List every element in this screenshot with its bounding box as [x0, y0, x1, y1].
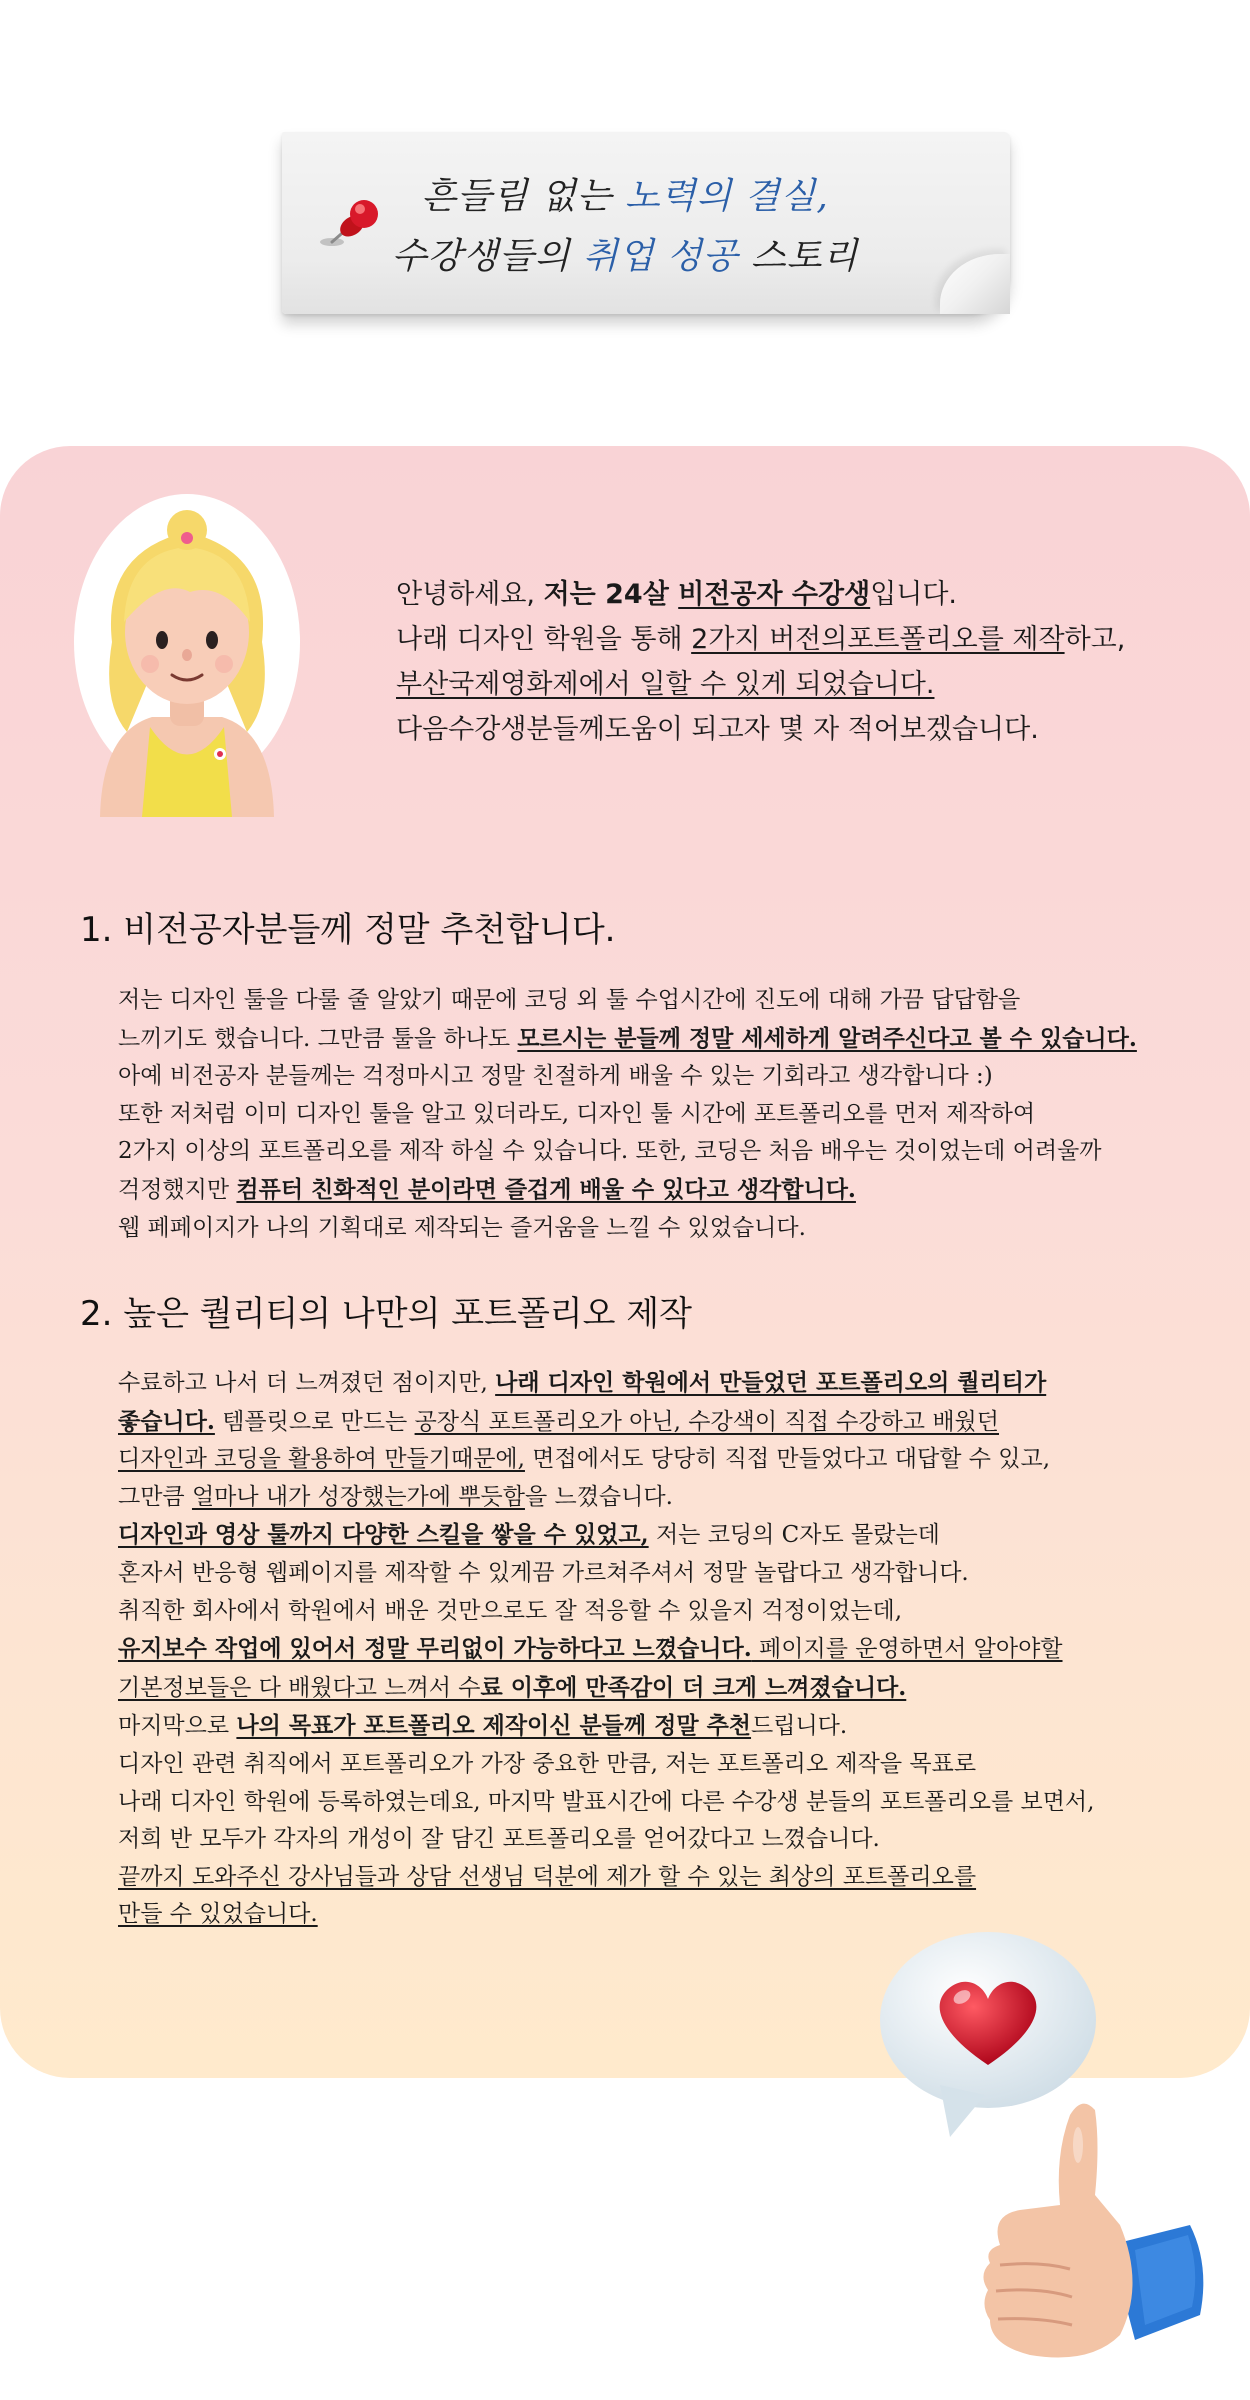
- section-2-body: [118, 1364, 1198, 1934]
- s2-line: 좋습니다. 템플릿으로 만드는 공장식 포트폴리오가 아닌, 수강색이 직접 수강하고 배웠던: [118, 1407, 999, 1435]
- s1-line: 또한 저처럼 이미 디자인 툴을 알고 있더라도, 디자인 툴 시간에 포트폴리오를 먼저 제작하여: [118, 1100, 1036, 1127]
- s1-line: 걱정했지만 컴퓨터 친화적인 분이라면 즐겁게 배울 수 있다고 생각합니다.: [118, 1175, 856, 1203]
- intro-line-3: 부산국제영화제에서 일할 수 있게 되었습니다.: [396, 669, 935, 700]
- s2-line: 유지보수 작업에 있어서 정말 무리없이 가능하다고 느꼈습니다. 페이지를 운영하면서 알아야할: [118, 1635, 1063, 1663]
- intro-text: [396, 572, 1196, 752]
- s2-line: 디자인 관련 취직에서 포트폴리오가 가장 중요한 만큼, 저는 포트폴리오 제작을 목표로: [118, 1750, 977, 1777]
- s1-line: 느끼기도 했습니다. 그만큼 툴을 하나도 모르시는 분들께 정말 세세하게 알려주신다고 볼 수 있습니다.: [118, 1024, 1137, 1052]
- s2-line: 만들 수 있었습니다.: [118, 1901, 318, 1928]
- girl-avatar-icon: [72, 492, 302, 817]
- s1-line: 아예 비전공자 분들께는 걱정마시고 정말 친절하게 배울 수 있는 기회라고 생각합니다 :): [118, 1063, 993, 1090]
- section-1-heading: 1. 비전공자분들께 정말 추천합니다.: [80, 910, 616, 950]
- s2-line: 그만큼 얼마나 내가 성장했는가에 뿌듯함을 느꼈습니다.: [118, 1483, 673, 1510]
- section-1-body: [118, 982, 1198, 1247]
- intro-line-1: 안녕하세요, 저는 24살 비전공자 수강생입니다.: [396, 579, 958, 610]
- s1-line: 2가지 이상의 포트폴리오를 제작 하실 수 있습니다. 또한, 코딩은 처음 배우는 것이었는데 어려울까: [118, 1138, 1102, 1165]
- s2-line: 기본정보들은 다 배웠다고 느껴서 수료 이후에 만족감이 더 크게 느껴졌습니다.: [118, 1673, 907, 1701]
- s2-line: 저희 반 모두가 각자의 개성이 잘 담긴 포트폴리오를 얻어갔다고 느꼈습니다.: [118, 1826, 880, 1853]
- section-2-heading: 2. 높은 퀄리티의 나만의 포트폴리오 제작: [80, 1294, 692, 1334]
- s2-line: 나래 디자인 학원에 등록하였는데요, 마지막 발표시간에 다른 수강생 분들의 포트폴리오를 보면서,: [118, 1788, 1095, 1815]
- s2-line: 취직한 회사에서 학원에서 배운 것만으로도 잘 적응할 수 있을지 걱정이었는데,: [118, 1597, 903, 1624]
- s2-line: 디자인과 코딩을 활용하여 만들기때문에, 면접에서도 당당히 직접 만들었다고 대답할 수 있고,: [118, 1446, 1051, 1473]
- s1-line: 저는 디자인 툴을 다룰 줄 알았기 때문에 코딩 외 툴 수업시간에 진도에 대해 가끔 답답함을: [118, 987, 1021, 1013]
- header-title-line2: 수강생들의 취업 성공 스토리: [391, 236, 859, 277]
- intro-line-2: 나래 디자인 학원을 통해 2가지 버전의포트폴리오를 제작하고,: [396, 624, 1126, 655]
- header-note: [282, 132, 1010, 314]
- s2-line: 수료하고 나서 더 느껴졌던 점이지만, 나래 디자인 학원에서 만들었던 포트폴리오의 퀄리티가: [118, 1369, 1047, 1396]
- header-title-line1: 흔들림 없는 노력의 결실,: [421, 176, 829, 217]
- s1-line: 웹 페페이지가 나의 기획대로 제작되는 즐거움을 느낄 수 있었습니다.: [118, 1214, 806, 1241]
- s2-line: 끝까지 도와주신 강사님들과 상담 선생님 덕분에 제가 할 수 있는 최상의 포트폴리오를: [118, 1863, 977, 1890]
- intro-line-4: 다음수강생분들께도움이 되고자 몇 자 적어보겠습니다.: [396, 714, 1039, 745]
- s2-line: 마지막으로 나의 목표가 포트폴리오 제작이신 분들께 정말 추천드립니다.: [118, 1712, 848, 1740]
- s2-line: 디자인과 영상 툴까지 다양한 스킬을 쌓을 수 있었고, 저는 코딩의 C자도 몰랐는데: [118, 1521, 940, 1549]
- s2-line: 혼자서 반응형 웹페이지를 제작할 수 있게끔 가르쳐주셔서 정말 놀랍다고 생각합니다.: [118, 1559, 969, 1586]
- thumbs-up-icon: [960, 2085, 1210, 2385]
